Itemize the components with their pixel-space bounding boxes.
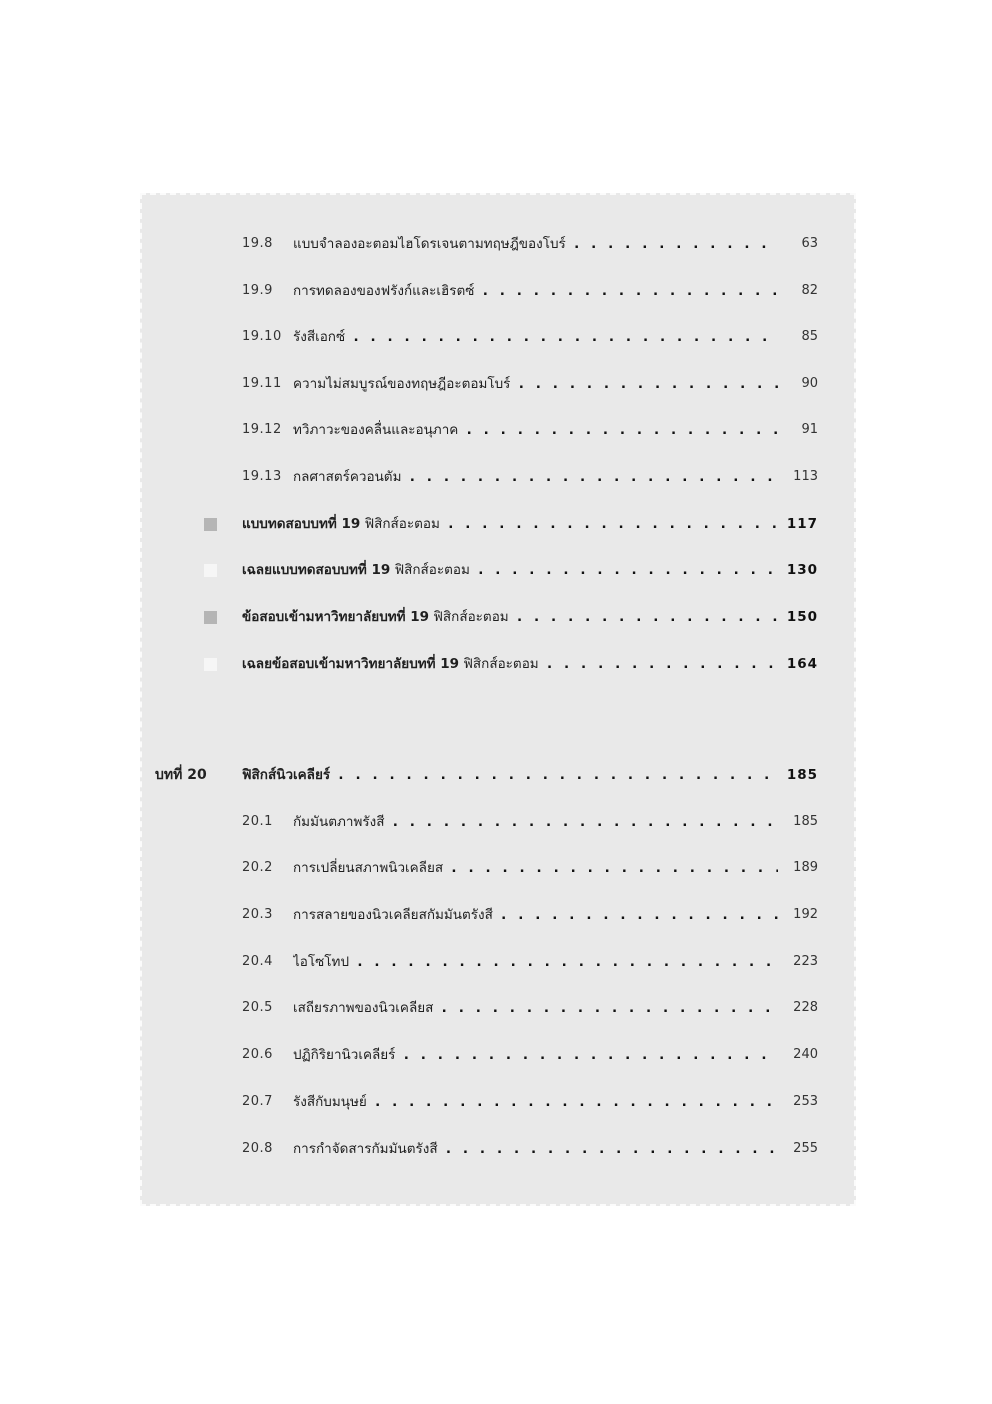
page-number: 130 — [786, 562, 818, 578]
exercise-title-rest: ฟิสิกส์อะตอม — [459, 656, 539, 672]
toc-entry-20-7[interactable] — [140, 1087, 856, 1117]
toc-entry-20-6[interactable] — [140, 1040, 856, 1070]
page-number: 113 — [793, 469, 818, 484]
toc-entry-20-3[interactable] — [140, 900, 856, 930]
section-number: 20.2 — [242, 860, 273, 875]
section-number: 20.6 — [242, 1047, 273, 1062]
exercise-title-rest: ฟิสิกส์อะตอม — [429, 609, 509, 625]
section-number: 20.4 — [242, 954, 273, 969]
exercise-title-bold: เฉลยแบบทดสอบบทที่ 19 — [242, 562, 391, 578]
section-number: 19.11 — [242, 376, 282, 391]
section-title: ความไม่สมบูรณ์ของทฤษฎีอะตอมโบร์ . . . — [293, 369, 778, 399]
page-number: 91 — [801, 422, 818, 437]
exercise-title-bold: ข้อสอบเข้ามหาวิทยาลัยบทที่ 19 — [242, 609, 430, 625]
toc-entry-entrance-exam-answers-19[interactable] — [140, 649, 856, 679]
toc-entry-19-11[interactable] — [140, 369, 856, 399]
toc-entry-19-8[interactable] — [140, 229, 856, 259]
toc-entry-20-8[interactable] — [140, 1134, 856, 1164]
section-number: 19.12 — [242, 422, 282, 437]
section-number: 19.13 — [242, 469, 282, 484]
toc-entry-19-9[interactable] — [140, 276, 856, 306]
section-title: การทดลองของฟรังก์และเฮิรตซ์ . . . — [293, 276, 778, 306]
page-number: 63 — [801, 236, 818, 251]
toc-entry-entrance-exam-19[interactable] — [140, 602, 856, 632]
toc-entry-exercise-answers-19[interactable] — [140, 555, 856, 585]
exercise-title-rest: ฟิสิกส์อะตอม — [390, 562, 470, 578]
section-title: การสลายของนิวเคลียสกัมมันตรังสี . . . — [293, 900, 778, 930]
page-number: 189 — [793, 860, 818, 875]
exercise-title — [242, 555, 778, 585]
page-number: 192 — [793, 907, 818, 922]
exercise-title-bold: เฉลยข้อสอบเข้ามหาวิทยาลัยบทที่ 19 — [242, 656, 460, 672]
page-number: 164 — [786, 656, 818, 672]
chapter-title: ฟิสิกส์นิวเคลียร์ . . . — [242, 760, 778, 790]
section-number: 19.8 — [242, 236, 273, 251]
section-title: แบบจำลองอะตอมไฮโดรเจนตามทฤษฎีของโบร์ . . . — [293, 229, 778, 259]
toc-entry-20-1[interactable] — [140, 807, 856, 837]
toc-entry-20-4[interactable] — [140, 947, 856, 977]
chapter-label: บทที่ 20 — [155, 767, 207, 783]
square-marker-icon — [204, 564, 217, 577]
section-title: เสถียรภาพของนิวเคลียส . . . — [293, 993, 778, 1023]
section-number: 20.3 — [242, 907, 273, 922]
toc-entry-19-13[interactable] — [140, 462, 856, 492]
square-marker-icon — [204, 658, 217, 671]
section-number: 20.5 — [242, 1000, 273, 1015]
toc-panel — [140, 193, 856, 1206]
section-number: 20.1 — [242, 814, 273, 829]
page-number: 117 — [786, 516, 818, 532]
toc-entry-20-2[interactable] — [140, 853, 856, 883]
toc-entry-exercise-19[interactable] — [140, 509, 856, 539]
section-number: 19.10 — [242, 329, 282, 344]
exercise-title — [242, 602, 778, 632]
page-number: 223 — [793, 954, 818, 969]
section-title: รังสีเอกซ์ . . . — [293, 322, 778, 352]
exercise-title — [242, 509, 778, 539]
section-number: 19.9 — [242, 283, 273, 298]
toc-entry-20-5[interactable] — [140, 993, 856, 1023]
page-number: 185 — [793, 814, 818, 829]
section-number: 20.8 — [242, 1141, 273, 1156]
page-number: 85 — [801, 329, 818, 344]
exercise-title-rest: ฟิสิกส์อะตอม — [360, 516, 440, 532]
section-title: รังสีกับมนุษย์ . . . — [293, 1087, 778, 1117]
page-number: 255 — [793, 1141, 818, 1156]
toc-chapter-20[interactable] — [140, 760, 856, 790]
toc-entry-19-10[interactable] — [140, 322, 856, 352]
section-title: การกำจัดสารกัมมันตรังสี . . . — [293, 1134, 778, 1164]
page-number: 253 — [793, 1094, 818, 1109]
section-number: 20.7 — [242, 1094, 273, 1109]
section-title: กลศาสตร์ควอนตัม . . . — [293, 462, 778, 492]
section-title: การเปลี่ยนสภาพนิวเคลียส . . . — [293, 853, 778, 883]
exercise-title — [242, 649, 778, 679]
square-marker-icon — [204, 518, 217, 531]
section-title: ทวิภาวะของคลื่นและอนุภาค . . . — [293, 415, 778, 445]
page-number: 185 — [786, 767, 818, 783]
square-marker-icon — [204, 611, 217, 624]
page-number: 150 — [786, 609, 818, 625]
section-title: กัมมันตภาพรังสี . . . — [293, 807, 778, 837]
toc-entry-19-12[interactable] — [140, 415, 856, 445]
page-number: 228 — [793, 1000, 818, 1015]
page-number: 240 — [793, 1047, 818, 1062]
section-title: ปฏิกิริยานิวเคลียร์ . . . — [293, 1040, 778, 1070]
exercise-title-bold: แบบทดสอบบทที่ 19 — [242, 516, 361, 532]
section-title: ไอโซโทป . . . — [293, 947, 778, 977]
page-number: 90 — [801, 376, 818, 391]
page-number: 82 — [801, 283, 818, 298]
